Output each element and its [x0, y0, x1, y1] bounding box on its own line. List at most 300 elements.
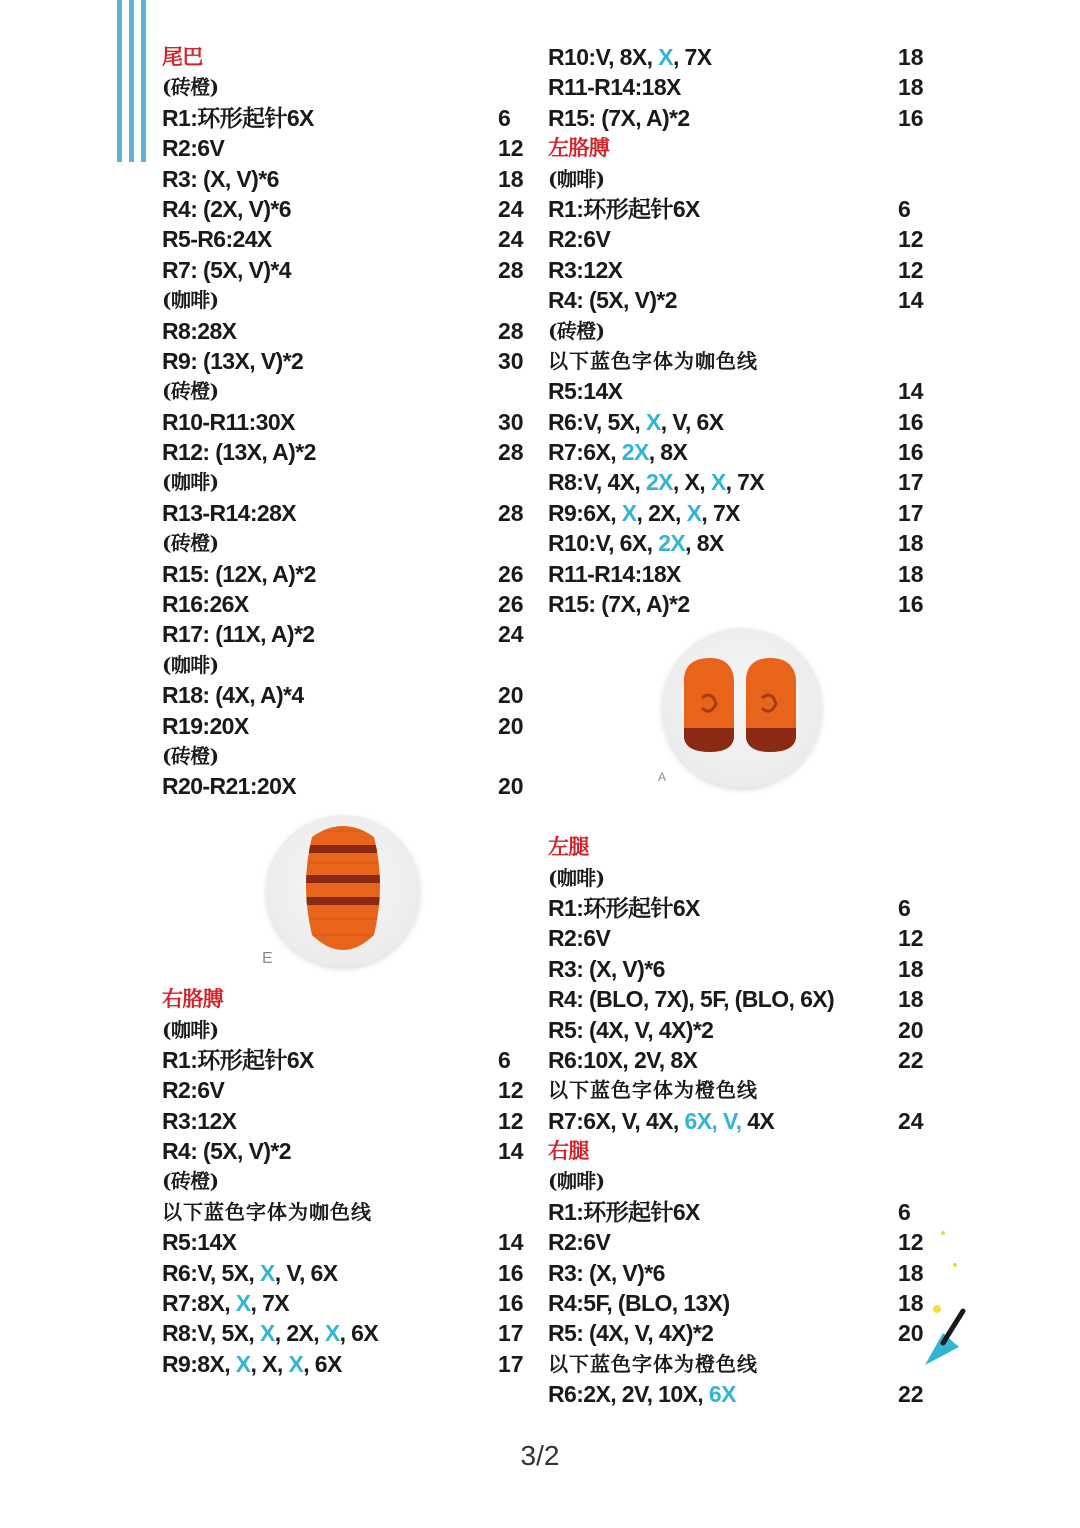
stitch-text: R2:6V	[548, 1229, 611, 1256]
stitch-text: , X,	[250, 1350, 289, 1377]
tail-photo	[266, 815, 420, 967]
row-instruction	[162, 1108, 236, 1134]
stitch-text: R16:26X	[162, 591, 249, 618]
stitch-count: 22	[898, 1381, 924, 1408]
pattern-row	[162, 194, 542, 224]
row-instruction	[548, 257, 622, 283]
color-note	[162, 1197, 542, 1227]
stitch-text: R15: (7X, A)*2	[548, 591, 690, 618]
yarn-color-label	[162, 467, 542, 497]
contrast-stitch: X	[621, 499, 637, 526]
row-instruction	[162, 1290, 289, 1316]
stitch-text: R10:V, 6X,	[548, 530, 659, 557]
row-instruction	[548, 469, 764, 495]
stitch-text: R2:6V	[548, 925, 611, 952]
stitch-text: , V, 6X	[660, 408, 724, 435]
pattern-row	[162, 1045, 542, 1075]
stitch-text: , X,	[672, 469, 711, 496]
decorative-stripes	[117, 0, 147, 162]
row-instruction	[162, 166, 279, 192]
pattern-row	[548, 1045, 948, 1075]
stitch-text: R20-R21:20X	[162, 773, 297, 800]
spacer	[548, 802, 948, 832]
pattern-row	[162, 133, 542, 163]
stitch-text: R11-R14:18X	[548, 74, 681, 101]
line-text: (砖橙)	[162, 1169, 219, 1194]
pattern-row	[548, 467, 948, 497]
pattern-row	[548, 72, 948, 102]
pattern-row	[162, 559, 542, 589]
stitch-text: R1:环形起针6X	[548, 195, 700, 222]
row-instruction	[162, 135, 224, 161]
pattern-row	[548, 559, 948, 589]
yarn-color-label	[548, 1166, 948, 1196]
stitch-count: 20	[498, 682, 524, 709]
crochet-hook-icon	[915, 1225, 975, 1375]
stitch-count: 6	[898, 195, 911, 222]
pattern-row	[548, 984, 948, 1014]
row-instruction	[548, 409, 723, 435]
pattern-row	[548, 528, 948, 558]
stitch-count: 12	[498, 1077, 524, 1104]
stitch-count: 14	[498, 1138, 524, 1165]
stitch-count: 20	[898, 1016, 924, 1043]
line-text: (砖橙)	[548, 318, 605, 343]
pattern-row	[162, 771, 542, 801]
stitch-count: 6	[498, 104, 511, 131]
row-instruction	[162, 1260, 337, 1286]
pattern-row	[162, 316, 542, 346]
section-heading	[162, 984, 542, 1014]
color-note	[548, 1349, 948, 1379]
pattern-row	[548, 954, 948, 984]
yarn-color-label	[162, 1166, 542, 1196]
row-instruction	[548, 895, 700, 921]
stitch-text: R15: (12X, A)*2	[162, 560, 316, 587]
stitch-count: 18	[898, 955, 924, 982]
pattern-row	[548, 407, 948, 437]
pattern-row	[162, 498, 542, 528]
yarn-color-label	[162, 72, 542, 102]
row-instruction	[162, 621, 315, 647]
stitch-text: R5:14X	[548, 378, 623, 405]
pattern-row	[162, 1318, 542, 1348]
pattern-row	[162, 1288, 542, 1318]
section-heading	[548, 832, 948, 862]
stitch-text: R3: (X, V)*6	[548, 1259, 665, 1286]
stitch-text: , 6X	[303, 1350, 342, 1377]
contrast-stitch: X	[324, 1320, 340, 1347]
stitch-text: R18: (4X, A)*4	[162, 682, 304, 709]
line-text: (咖啡)	[548, 166, 605, 191]
line-text: 以下蓝色字体为咖色线	[548, 348, 758, 373]
line-text: 尾巴	[162, 44, 203, 69]
stitch-text: 4X	[741, 1107, 775, 1134]
stitch-count: 17	[898, 499, 924, 526]
pattern-row	[548, 224, 948, 254]
stitch-count: 12	[898, 1229, 924, 1256]
pattern-row	[162, 1075, 542, 1105]
stitch-count: 28	[498, 499, 524, 526]
stitch-count: 22	[898, 1046, 924, 1073]
yarn-color-label	[162, 1015, 542, 1045]
stitch-text: R2:6V	[162, 1077, 225, 1104]
row-instruction	[162, 318, 236, 344]
stitch-text: R17: (11X, A)*2	[162, 621, 315, 648]
line-text: (咖啡)	[162, 652, 219, 677]
stitch-count: 16	[498, 1290, 524, 1317]
stitch-count: 12	[898, 256, 924, 283]
stitch-count: 18	[898, 560, 924, 587]
row-instruction	[548, 925, 610, 951]
row-instruction	[162, 439, 316, 465]
stitch-text: R1:环形起针6X	[548, 1198, 700, 1225]
row-instruction	[548, 378, 622, 404]
row-instruction	[162, 1138, 291, 1164]
stitch-text: R2:6V	[548, 226, 611, 253]
pattern-row	[162, 255, 542, 285]
stitch-count: 6	[498, 1046, 511, 1073]
stitch-count: 18	[898, 986, 924, 1013]
stitch-text: R4: (5X, V)*2	[548, 287, 677, 314]
row-instruction	[162, 1047, 314, 1073]
stitch-text: R3: (X, V)*6	[548, 955, 665, 982]
row-instruction	[548, 1017, 713, 1043]
stitch-text: R1:环形起针6X	[548, 894, 700, 921]
row-instruction	[548, 1199, 700, 1225]
pattern-row	[162, 1227, 542, 1257]
yarn-color-label	[162, 650, 542, 680]
stitch-count: 16	[898, 408, 924, 435]
line-text: (砖橙)	[162, 743, 219, 768]
stitch-text: R7:6X, V, 4X,	[548, 1107, 685, 1134]
line-text: 右胳膊	[162, 986, 224, 1012]
pattern-row	[548, 498, 948, 528]
stitch-text: R6:2X, 2V, 10X,	[548, 1381, 709, 1408]
contrast-stitch: X	[235, 1350, 251, 1377]
stitch-count: 16	[498, 1259, 524, 1286]
stitch-count: 24	[498, 195, 524, 222]
row-instruction	[548, 105, 690, 131]
stitch-text: R8:V, 4X,	[548, 469, 646, 496]
stitch-count: 30	[498, 347, 524, 374]
stitch-count: 12	[898, 226, 924, 253]
row-instruction	[548, 1108, 774, 1134]
stitch-count: 20	[498, 773, 524, 800]
row-instruction	[548, 500, 740, 526]
stitch-count: 12	[898, 925, 924, 952]
stitch-count: 24	[498, 226, 524, 253]
stitch-count: 18	[898, 1259, 924, 1286]
row-instruction	[162, 591, 249, 617]
row-instruction	[162, 196, 291, 222]
stitch-count: 18	[898, 1290, 924, 1317]
row-instruction	[548, 287, 677, 313]
pattern-row	[162, 407, 542, 437]
pattern-row	[548, 42, 948, 72]
yarn-color-label	[162, 285, 542, 315]
stitch-text: R4:5F, (BLO, 13X)	[548, 1290, 730, 1317]
stitch-count: 12	[498, 135, 524, 162]
stitch-text: R7:8X,	[162, 1290, 236, 1317]
pattern-row	[548, 1379, 948, 1409]
contrast-stitch: 2X	[645, 469, 673, 496]
yarn-color-label	[162, 528, 542, 558]
section-heading	[162, 42, 542, 72]
line-text: (砖橙)	[162, 531, 219, 556]
pattern-row	[162, 164, 542, 194]
stitch-count: 18	[898, 74, 924, 101]
pattern-row	[162, 224, 542, 254]
line-text: (咖啡)	[162, 288, 219, 313]
pattern-row	[162, 103, 542, 133]
row-instruction	[162, 348, 303, 374]
stitch-text: R5: (4X, V, 4X)*2	[548, 1016, 714, 1043]
stitch-count: 6	[898, 894, 911, 921]
stitch-text: , 2X,	[274, 1320, 325, 1347]
stitch-count: 24	[898, 1107, 924, 1134]
stitch-text: , 7X	[701, 499, 740, 526]
row-instruction	[548, 1229, 610, 1255]
line-text: 右腿	[548, 1138, 589, 1164]
pattern-column-left	[162, 42, 542, 1379]
contrast-stitch: X	[259, 1259, 275, 1286]
stitch-count: 17	[498, 1320, 524, 1347]
row-instruction	[548, 956, 665, 982]
stitch-count: 26	[498, 560, 524, 587]
contrast-stitch: 2X	[658, 530, 686, 557]
pattern-row	[162, 711, 542, 741]
pattern-row	[162, 346, 542, 376]
stitch-text: , 7X	[672, 44, 712, 70]
row-instruction	[162, 1351, 342, 1377]
pattern-row	[548, 255, 948, 285]
row-instruction	[162, 1320, 378, 1346]
stitch-count: 28	[498, 256, 524, 283]
photo-label-a: A	[658, 770, 667, 784]
stitch-text: R3: (X, V)*6	[162, 165, 279, 192]
stitch-text: R5:14X	[162, 1229, 237, 1256]
contrast-stitch: X	[710, 469, 726, 496]
stitch-text: R13-R14:28X	[162, 499, 297, 526]
stitch-count: 28	[498, 317, 524, 344]
line-text: 以下蓝色字体为咖色线	[162, 1199, 372, 1224]
section-heading	[548, 133, 948, 163]
row-instruction	[162, 409, 295, 435]
yarn-color-label	[162, 376, 542, 406]
stitch-text: R9:8X,	[162, 1350, 236, 1377]
row-instruction	[548, 1381, 736, 1407]
stitch-text: , 6X	[339, 1320, 379, 1347]
row-instruction	[548, 986, 834, 1012]
stitch-count: 18	[898, 530, 924, 557]
color-note	[548, 1075, 948, 1105]
stitch-count: 28	[498, 439, 524, 466]
stitch-text: , 7X	[250, 1290, 290, 1317]
line-text: (咖啡)	[548, 1169, 605, 1194]
line-text: 左腿	[548, 834, 589, 860]
stitch-text: R5-R6:24X	[162, 226, 272, 253]
stitch-text: , 8X	[685, 530, 724, 557]
pattern-row	[548, 376, 948, 406]
yarn-color-label	[548, 863, 948, 893]
contrast-stitch: X	[288, 1350, 304, 1377]
page-number: 3/2	[520, 1440, 560, 1471]
pattern-row	[162, 589, 542, 619]
stitch-count: 6	[898, 1198, 911, 1225]
yarn-color-label	[162, 741, 542, 771]
stitch-text: R7:6X,	[548, 439, 622, 466]
row-instruction	[162, 1229, 236, 1255]
pattern-row	[548, 1288, 948, 1318]
row-instruction	[162, 773, 296, 799]
pattern-row	[162, 1349, 542, 1379]
row-instruction	[548, 439, 687, 465]
row-instruction	[548, 196, 700, 222]
stitch-count: 18	[898, 44, 924, 70]
stitch-text: R5: (4X, V, 4X)*2	[548, 1320, 714, 1347]
line-text: (咖啡)	[162, 470, 219, 495]
pattern-row	[548, 1106, 948, 1136]
row-instruction	[162, 257, 291, 283]
stitch-text: R8:V, 5X,	[162, 1320, 260, 1347]
pattern-row	[162, 1106, 542, 1136]
color-note	[548, 346, 948, 376]
pattern-row	[548, 1015, 948, 1045]
pattern-row	[548, 437, 948, 467]
line-text: (砖橙)	[162, 75, 219, 100]
pattern-row	[548, 923, 948, 953]
pattern-row	[548, 1197, 948, 1227]
stitch-count: 17	[498, 1350, 524, 1377]
stitch-text: R2:6V	[162, 135, 225, 162]
stitch-text: R9: (13X, V)*2	[162, 347, 304, 374]
stitch-text: , 7X	[725, 469, 765, 496]
row-instruction	[162, 226, 272, 252]
stitch-text: R6:V, 5X,	[162, 1259, 260, 1286]
stitch-count: 20	[498, 712, 524, 739]
contrast-stitch: X	[645, 408, 661, 435]
row-instruction	[548, 74, 681, 100]
pattern-row	[162, 619, 542, 649]
feet-photo	[662, 628, 822, 788]
stitch-text: , V, 6X	[274, 1259, 338, 1286]
stitch-count: 12	[498, 1107, 524, 1134]
yarn-color-label	[548, 164, 948, 194]
stitch-count: 14	[898, 287, 924, 314]
contrast-stitch: X	[658, 44, 673, 70]
pattern-row	[548, 103, 948, 133]
stitch-text: R11-R14:18X	[548, 560, 681, 587]
row-instruction	[548, 1320, 713, 1346]
row-instruction	[548, 1047, 697, 1073]
stitch-text: R9:6X,	[548, 499, 622, 526]
stitch-count: 20	[898, 1320, 924, 1347]
line-text: (砖橙)	[162, 379, 219, 404]
stitch-text: R10:V, 8X,	[548, 44, 659, 70]
stitch-count: 26	[498, 591, 524, 618]
pattern-row	[548, 1227, 948, 1257]
contrast-stitch: X	[235, 1290, 251, 1317]
stitch-text: R4: (BLO, 7X), 5F, (BLO, 6X)	[548, 986, 835, 1013]
line-text: (咖啡)	[162, 1017, 219, 1042]
stitch-text: , 2X,	[636, 499, 687, 526]
pattern-row	[548, 589, 948, 619]
row-instruction	[162, 682, 304, 708]
line-text: 以下蓝色字体为橙色线	[548, 1078, 758, 1103]
row-instruction	[162, 500, 296, 526]
stitch-text: R1:环形起针6X	[162, 104, 314, 131]
line-text: 以下蓝色字体为橙色线	[548, 1351, 758, 1376]
pattern-row	[162, 437, 542, 467]
row-instruction	[162, 561, 316, 587]
contrast-stitch: X	[259, 1320, 275, 1347]
row-instruction	[548, 591, 690, 617]
contrast-stitch: 6X	[708, 1381, 736, 1408]
stitch-text: R10-R11:30X	[162, 408, 295, 435]
section-heading	[548, 1136, 948, 1166]
yarn-color-label	[548, 316, 948, 346]
row-instruction	[162, 105, 314, 131]
stitch-text: R12: (13X, A)*2	[162, 439, 316, 466]
stitch-count: 16	[898, 439, 924, 466]
stitch-text: R15: (7X, A)*2	[548, 104, 690, 131]
stitch-text: R3:12X	[548, 256, 623, 283]
stitch-count: 17	[898, 469, 924, 496]
row-instruction	[548, 530, 724, 556]
row-instruction	[548, 561, 681, 587]
stitch-count: 16	[898, 591, 924, 618]
stitch-text: R7: (5X, V)*4	[162, 256, 291, 283]
pattern-row	[548, 893, 948, 923]
photo-label-e: E	[262, 950, 273, 967]
stitch-text: R1:环形起针6X	[162, 1046, 314, 1073]
row-instruction	[548, 44, 711, 70]
pattern-row	[548, 1258, 948, 1288]
pattern-row	[162, 680, 542, 710]
row-instruction	[548, 226, 610, 252]
stitch-count: 18	[498, 165, 524, 192]
stitch-text: R8:28X	[162, 317, 237, 344]
stitch-text: R6:V, 5X,	[548, 408, 646, 435]
pattern-row	[548, 194, 948, 224]
contrast-stitch: 2X	[621, 439, 649, 466]
row-instruction	[548, 1260, 665, 1286]
line-text: (咖啡)	[548, 865, 605, 890]
stitch-count: 14	[498, 1229, 524, 1256]
row-instruction	[162, 1077, 224, 1103]
pattern-row	[548, 285, 948, 315]
stitch-text: , 8X	[648, 439, 688, 466]
stitch-count: 24	[498, 621, 524, 648]
stitch-text: R4: (2X, V)*6	[162, 195, 291, 222]
stitch-text: R4: (5X, V)*2	[162, 1138, 291, 1165]
pattern-row	[162, 1136, 542, 1166]
row-instruction	[548, 1290, 730, 1316]
stitch-text: R19:20X	[162, 712, 249, 739]
row-instruction	[162, 713, 249, 739]
contrast-stitch: 6X, V,	[684, 1107, 742, 1134]
stitch-text: R6:10X, 2V, 8X	[548, 1046, 698, 1073]
stitch-count: 14	[898, 378, 924, 405]
pattern-row	[548, 1318, 948, 1348]
pattern-row	[162, 1258, 542, 1288]
stitch-count: 30	[498, 408, 524, 435]
contrast-stitch: X	[686, 499, 702, 526]
line-text: 左胳膊	[548, 135, 610, 161]
stitch-count: 16	[898, 104, 924, 131]
stitch-text: R3:12X	[162, 1107, 237, 1134]
